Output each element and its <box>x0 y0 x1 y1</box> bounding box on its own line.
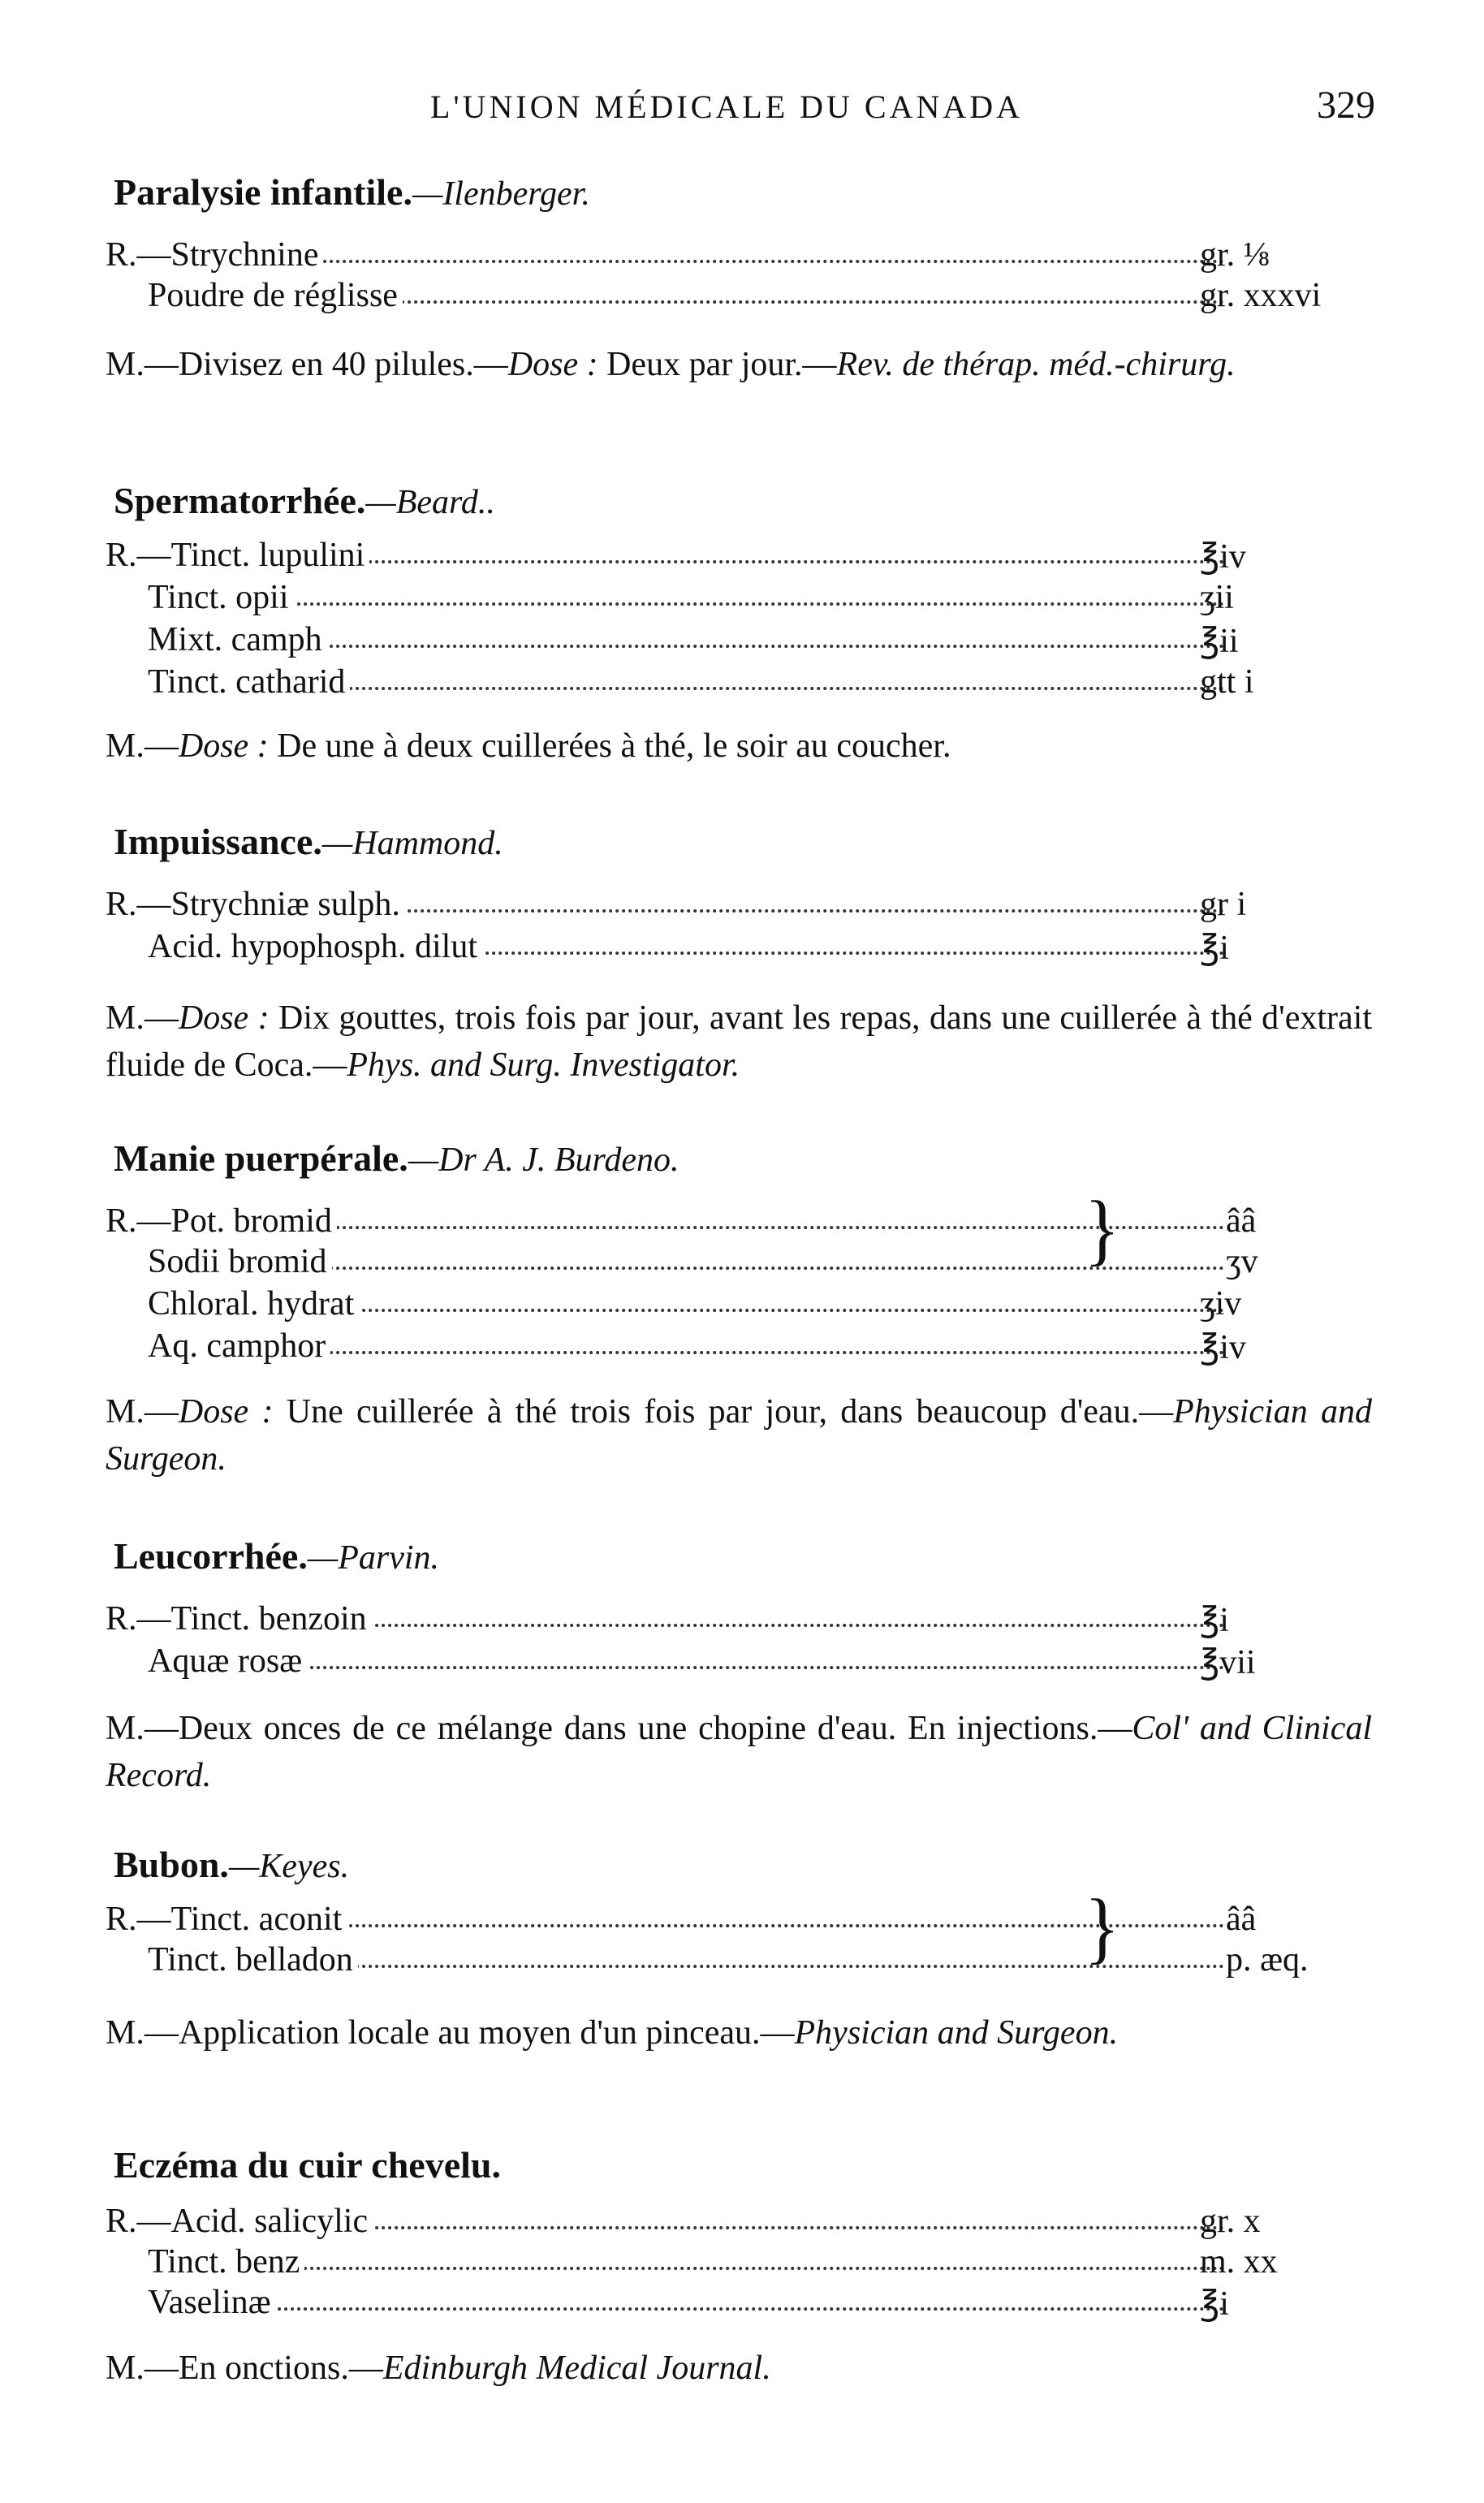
ingredient-name: R.—Pot. bromid <box>106 1202 337 1241</box>
section-title: Leucorrhée.—Parvin. <box>114 1535 440 1577</box>
ingredient-name: R.—Strychniæ sulph. <box>106 885 405 924</box>
source-citation: Rev. de thérap. méd.-chirurg. <box>836 346 1236 383</box>
ingredient-row <box>106 1327 1387 1367</box>
ingredient-quantity: gr. ⅛ <box>1200 236 1270 274</box>
ingredient-quantity: ʒv <box>1226 1243 1258 1280</box>
brace-symbol: } <box>1085 1185 1120 1274</box>
section-author: —Parvin. <box>307 1539 440 1577</box>
ingredient-name: Poudre de réglisse <box>148 276 403 315</box>
ingredient-quantity: ℥ii <box>1200 623 1239 660</box>
ingredient-quantity: ℥i <box>1200 1602 1229 1639</box>
brace-symbol: } <box>1085 1884 1120 1972</box>
source-citation: Physician and Surgeon. <box>106 1393 1372 1478</box>
section-title: Eczéma du cuir chevelu. <box>114 2144 501 2186</box>
prescription-note: M.—Application locale au moyen d'un pinceau.—Physician and Surgeon. <box>106 2014 1119 2052</box>
prescription-note: M.—Dose : De une à deux cuillerées à thé, le soir au coucher. <box>106 727 951 765</box>
prescription-note: M.—Dose : Une cuillerée à thé trois fois par jour, dans beaucoup d'eau.—Physician and Surgeon. <box>106 1393 1372 1478</box>
section-author: —Ilenberger. <box>412 175 590 213</box>
ingredient-quantity: ℥iv <box>1200 1329 1246 1366</box>
ingredient-quantity: ââ <box>1226 1202 1257 1240</box>
ingredient-row <box>106 927 1387 968</box>
prescription-note: M.—Divisez en 40 pilules.—Dose : Deux par jour.—Rev. de thérap. méd.-chirurg. <box>106 346 1236 383</box>
ingredient-row <box>106 536 1387 576</box>
source-citation: Physician and Surgeon. <box>794 2014 1119 2052</box>
ingredient-name: R.—Tinct. aconit <box>106 1900 347 1939</box>
ingredient-name: Chloral. hydrat <box>148 1284 359 1323</box>
ingredient-name: Aquæ rosæ <box>148 1642 307 1681</box>
ingredient-name: Tinct. opii <box>148 578 294 617</box>
ingredient-name: Mixt. camph <box>148 620 327 659</box>
ingredient-row <box>106 662 1387 703</box>
prescription-note: M.—Deux onces de ce mélange dans une chopine d'eau. En injections.—Col' and Clinical Record. <box>106 1710 1373 1794</box>
ingredient-quantity: gr. xxxvi <box>1200 277 1322 314</box>
ingredient-name: Sodii bromid <box>148 1242 332 1281</box>
source-citation: Edinburgh Medical Journal. <box>382 2350 771 2387</box>
ingredient-row <box>106 1642 1387 1682</box>
ingredient-row <box>106 1242 1387 1283</box>
section-author: —Beard.. <box>365 484 495 521</box>
section-title: Spermatorrhée.—Beard.. <box>114 480 495 521</box>
ingredient-name: R.—Tinct. lupulini <box>106 536 369 575</box>
ingredient-row <box>106 1900 1387 1940</box>
ingredient-quantity: ââ <box>1226 1901 1257 1938</box>
ingredient-row <box>106 1940 1387 1981</box>
ingredient-name: Tinct. catharid <box>148 662 350 701</box>
ingredient-quantity: ℥iv <box>1200 538 1246 576</box>
ingredient-quantity: p. æq. <box>1226 1941 1309 1979</box>
source-citation: Col' and Clinical Record. <box>106 1710 1373 1794</box>
section-author: —Keyes. <box>228 1848 350 1885</box>
ingredient-name: Aq. camphor <box>148 1327 330 1366</box>
prescription-note: M.—Dose : Dix gouttes, trois fois par jour, avant les repas, dans une cuillerée à thé d'extrait fluide de Coca.—Phys. and Surg. Investigator. <box>106 999 1372 1084</box>
ingredient-quantity: m. xx <box>1200 2243 1278 2281</box>
ingredient-row <box>106 1202 1387 1242</box>
ingredient-row <box>106 276 1387 317</box>
ingredient-name: R.—Tinct. benzoin <box>106 1599 372 1638</box>
ingredient-row <box>106 1284 1387 1325</box>
section-title: Bubon.—Keyes. <box>114 1844 350 1885</box>
ingredient-quantity: gtt i <box>1200 663 1254 701</box>
ingredient-name: R.—Strychnine <box>106 235 323 274</box>
ingredient-name: Vaselinæ <box>148 2283 276 2322</box>
ingredient-name: Acid. hypophosph. dilut <box>148 927 482 966</box>
ingredient-name: R.—Acid. salicylic <box>106 2202 373 2241</box>
journal-title: L'UNION MÉDICALE DU CANADA <box>430 88 1024 125</box>
section-author: —Hammond. <box>321 825 503 862</box>
ingredient-quantity: ℥i <box>1200 2285 1229 2323</box>
ingredient-quantity: ʒii <box>1200 579 1234 616</box>
ingredient-row <box>106 2283 1387 2324</box>
running-head <box>0 84 1484 136</box>
ingredient-quantity: gr. x <box>1200 2203 1261 2240</box>
ingredient-quantity: gr i <box>1200 886 1247 923</box>
section-title: Impuissance.—Hammond. <box>114 821 503 862</box>
ingredient-row <box>106 1599 1387 1640</box>
ingredient-row <box>106 620 1387 661</box>
section-author: —Dr A. J. Burdeno. <box>408 1141 679 1179</box>
ingredient-row <box>106 2242 1387 2283</box>
ingredient-quantity: ℥i <box>1200 930 1229 967</box>
ingredient-quantity: ʒiv <box>1200 1285 1242 1323</box>
ingredient-name: Tinct. belladon <box>148 1940 358 1979</box>
ingredient-row <box>106 578 1387 619</box>
section-title: Paralysie infantile.—Ilenberger. <box>114 171 590 213</box>
section-title: Manie puerpérale.—Dr A. J. Burdeno. <box>114 1137 679 1179</box>
ingredient-row <box>106 885 1387 926</box>
ingredient-row <box>106 2202 1387 2242</box>
ingredient-row <box>106 235 1387 276</box>
page-number: 329 <box>1317 84 1375 127</box>
ingredient-name: Tinct. benz <box>148 2242 304 2281</box>
prescription-note: M.—En onctions.—Edinburgh Medical Journal. <box>106 2350 771 2387</box>
ingredient-quantity: ℥vii <box>1200 1644 1256 1681</box>
source-citation: Phys. and Surg. Investigator. <box>347 1047 740 1084</box>
